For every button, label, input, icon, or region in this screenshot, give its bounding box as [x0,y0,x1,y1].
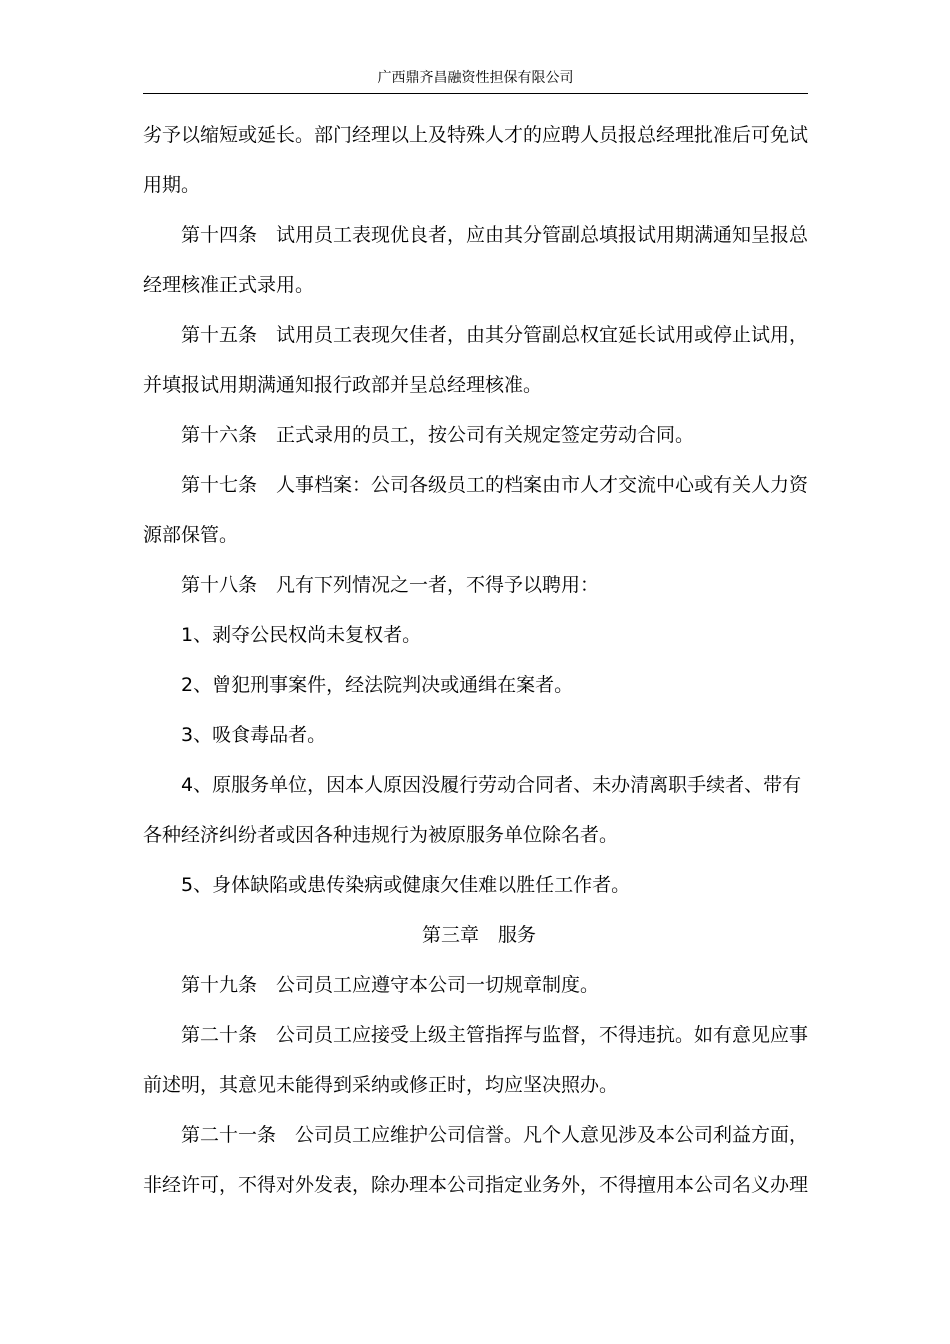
text-line [143,610,815,660]
line-text: 公司员工应维护公司信誉。凡个人意见涉及本公司利益方面， [295,1124,809,1146]
text-line [143,760,815,810]
text-line [143,1060,815,1110]
header-rule [143,93,808,94]
chapter-heading [143,910,815,960]
line-text: 1、剥夺公民权尚未复权者。 [181,624,422,646]
line-text: 并填报试用期满通知报行政部并呈总经理核准。 [143,374,543,396]
text-line [143,810,815,860]
text-line [143,560,815,610]
text-line [143,410,815,460]
document-body [143,110,815,1210]
line-text: 服务 [498,924,537,946]
text-line [143,210,815,260]
chapter-number: 第三章 [421,924,479,946]
line-text: 用期。 [143,174,201,196]
text-line [143,1010,815,1060]
article-number: 第二十条 [181,1024,258,1046]
text-line [143,1160,815,1210]
line-text: 经理核准正式录用。 [143,274,315,296]
article-number: 第十四条 [181,224,258,246]
article-number: 第十七条 [181,474,258,496]
article-number: 第十八条 [181,574,258,596]
line-text: 人事档案：公司各级员工的档案由市人才交流中心或有关人力资 [276,474,809,496]
text-line [143,310,815,360]
line-text: 前述明，其意见未能得到采纳或修正时，均应坚决照办。 [143,1074,619,1096]
line-text: 源部保管。 [143,524,239,546]
line-text: 公司员工应接受上级主管指挥与监督，不得违抗。如有意见应事 [276,1024,809,1046]
text-line [143,460,815,510]
line-text: 各种经济纠纷者或因各种违规行为被原服务单位除名者。 [143,824,619,846]
article-number: 第十九条 [181,974,258,996]
text-line [143,160,815,210]
line-text: 5、身体缺陷或患传染病或健康欠佳难以胜任工作者。 [181,874,631,896]
text-line [143,860,815,910]
line-text: 凡有下列情况之一者，不得予以聘用： [276,574,600,596]
text-line [143,660,815,710]
article-number: 第十五条 [181,324,258,346]
article-number: 第十六条 [181,424,258,446]
text-line [143,710,815,760]
line-text: 4、原服务单位，因本人原因没履行劳动合同者、未办清离职手续者、带有 [181,774,802,796]
text-line [143,960,815,1010]
text-line [143,1110,815,1160]
line-text: 3、吸食毒品者。 [181,724,327,746]
line-text: 试用员工表现优良者，应由其分管副总填报试用期满通知呈报总 [276,224,809,246]
text-line [143,110,815,160]
line-text: 试用员工表现欠佳者，由其分管副总权宜延长试用或停止试用， [276,324,809,346]
page-header: 广西鼎齐昌融资性担保有限公司 [377,70,574,86]
article-number: 第二十一条 [181,1124,277,1146]
line-text: 正式录用的员工，按公司有关规定签定劳动合同。 [276,424,695,446]
line-text: 劣予以缩短或延长。部门经理以上及特殊人才的应聘人员报总经理批准后可免试 [143,124,809,146]
text-line [143,360,815,410]
text-line [143,510,815,560]
line-text: 非经许可，不得对外发表，除办理本公司指定业务外，不得擅用本公司名义办理 [143,1174,809,1196]
line-text: 公司员工应遵守本公司一切规章制度。 [276,974,600,996]
text-line [143,260,815,310]
line-text: 2、曾犯刑事案件，经法院判决或通缉在案者。 [181,674,574,696]
